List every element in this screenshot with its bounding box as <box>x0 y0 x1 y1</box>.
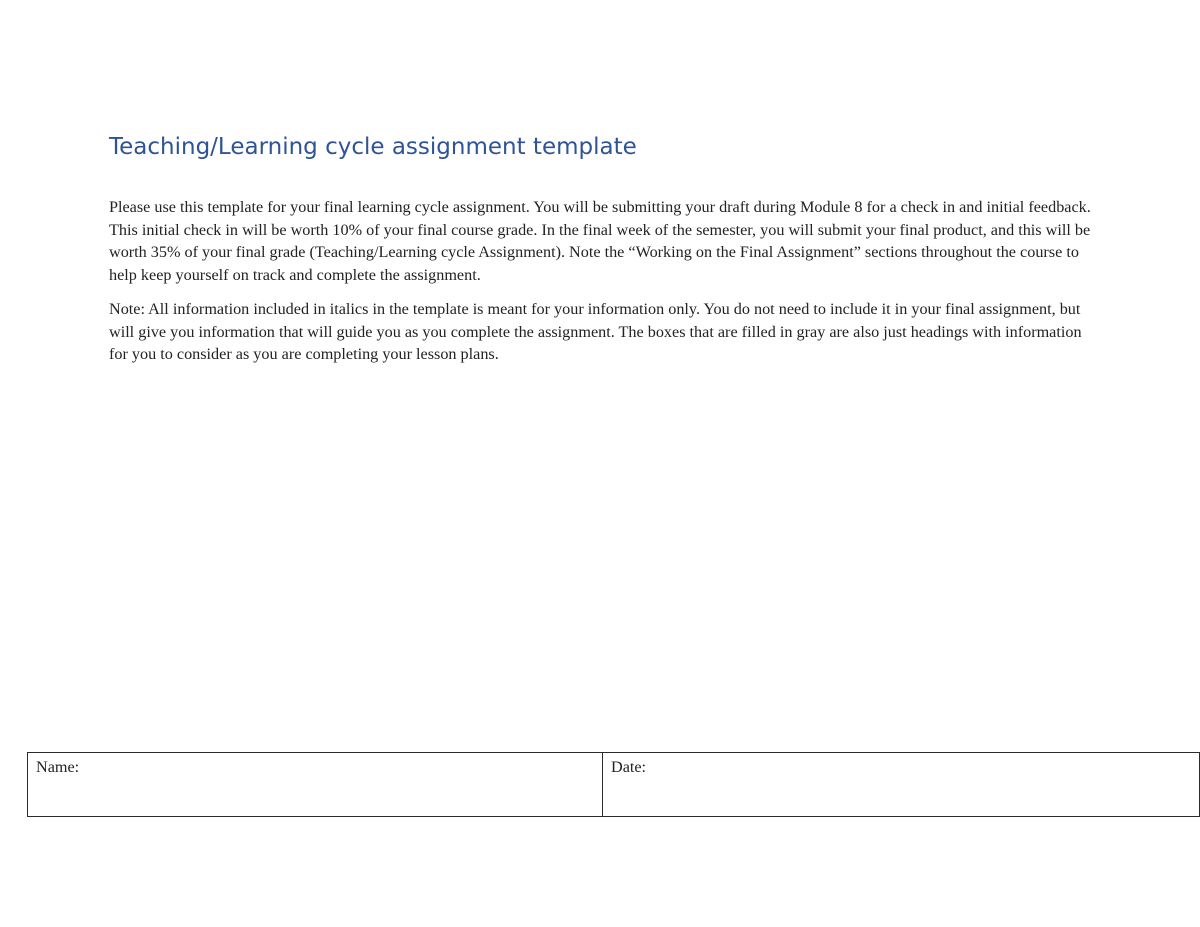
name-date-table <box>27 752 1200 817</box>
note-paragraph: Note: All information included in italics in the template is meant for your information only. You do not need to include it in your final assignment, but will give you information that will guide you as you complete the assignment. The boxes that are filled in gray are also just headings with information for you to consider as you are completing your lesson plans. <box>109 300 1082 363</box>
document-title: Teaching/Learning cycle assignment template <box>109 134 637 160</box>
name-label: Name: <box>36 758 80 776</box>
date-cell[interactable] <box>603 753 1200 817</box>
name-cell[interactable] <box>28 753 603 817</box>
intro-paragraph: Please use this template for your final learning cycle assignment. You will be submitting your draft during Module 8 for a check in and initial feedback. This initial check in will be worth 10% of your final course grade. In the final week of the semester, you will submit your final product, and this will be worth 35% of your final grade (Teaching/Learning cycle Assignment). Note the “Working on the Final Assignment” sections throughout the course to help keep yourself on track and complete the assignment. <box>109 198 1091 284</box>
table-row <box>28 753 1200 817</box>
date-label: Date: <box>611 758 647 776</box>
